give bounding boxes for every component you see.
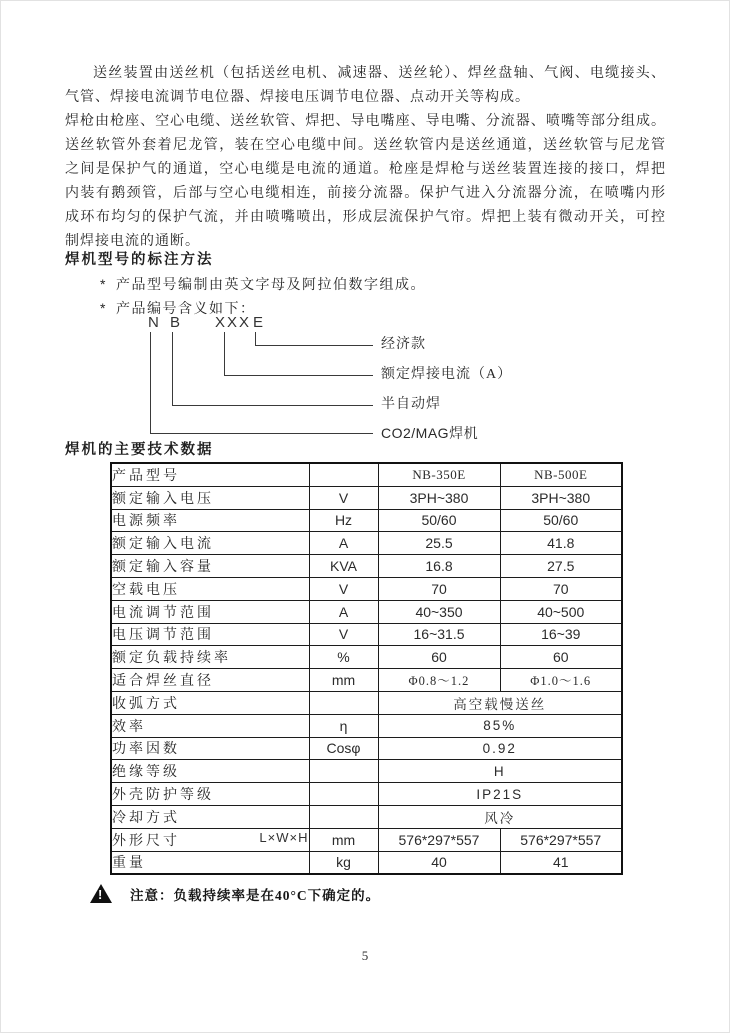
spec-value-cell: 40~350 (378, 600, 500, 623)
spec-unit-cell (309, 783, 378, 806)
spec-param-label: 功率因数 (111, 737, 309, 760)
spec-table-row (111, 805, 622, 828)
warning-triangle-icon (90, 884, 112, 903)
spec-value-cell: 60 (500, 646, 622, 669)
spec-unit-cell: V (309, 486, 378, 509)
spec-value-cell: 576*297*557 (500, 828, 622, 851)
spec-table (110, 462, 623, 875)
text-line: 气管、焊接电流调节电位器、焊接电压调节电位器、点动开关等构成。 (65, 90, 530, 105)
diagram-line-xxx (224, 332, 225, 375)
spec-value-cell: 60 (378, 646, 500, 669)
spec-param-label: 收弧方式 (111, 691, 309, 714)
spec-table-row (111, 669, 622, 692)
spec-unit-cell: mm (309, 669, 378, 692)
diagram-line-b (172, 332, 173, 405)
spec-table-row (111, 783, 622, 806)
spec-value-cell: 70 (378, 577, 500, 600)
text-line: 之间是保护气的通道，空心电缆是电流的通道。枪座是焊枪与送丝装置连接的接口，焊把 (65, 162, 666, 177)
code-letter-xxx: XXX (215, 314, 252, 331)
spec-value-cell: 16~39 (500, 623, 622, 646)
spec-param-label: 产品型号 (111, 463, 309, 486)
spec-value-cell: 70 (500, 577, 622, 600)
model-code-diagram (65, 314, 666, 459)
spec-table-row (111, 760, 622, 783)
code-letter-e: E (253, 314, 266, 331)
bullet-marker: * (100, 300, 107, 316)
code-letter-n: N (148, 314, 161, 331)
spec-value-cell: 16.8 (378, 555, 500, 578)
spec-param-label: 额定输入电压 (111, 486, 309, 509)
spec-value-cell: 576*297*557 (378, 828, 500, 851)
spec-param-label: 冷却方式 (111, 805, 309, 828)
spec-value-cell: 50/60 (378, 509, 500, 532)
spec-value-cell: 3PH~380 (500, 486, 622, 509)
spec-unit-cell: A (309, 532, 378, 555)
spec-merged-value-cell: 风冷 (378, 805, 622, 828)
spec-table-row (111, 555, 622, 578)
spec-unit-cell (309, 760, 378, 783)
diagram-line-e (255, 332, 256, 345)
spec-table-row (111, 463, 622, 486)
spec-unit-cell (309, 805, 378, 828)
spec-value-cell: 16~31.5 (378, 623, 500, 646)
spec-table-row (111, 532, 622, 555)
diagram-lead-xxx (224, 375, 373, 376)
spec-value-cell: 25.5 (378, 532, 500, 555)
spec-table-row (111, 600, 622, 623)
spec-table-row (111, 851, 622, 874)
bullet-text: 产品编号含义如下： (116, 302, 256, 317)
spec-table-row (111, 828, 622, 851)
text-line: 焊枪由枪座、空心电缆、送丝软管、焊把、导电嘴座、导电嘴、分流器、喷嘴等部分组成。 (65, 114, 666, 129)
label-co2-mag-welder: CO2/MAG焊机 (381, 425, 479, 441)
spec-table-row (111, 509, 622, 532)
bullet-text: 产品型号编制由英文字母及阿拉伯数字组成。 (116, 278, 426, 293)
spec-unit-cell (309, 463, 378, 486)
spec-merged-value-cell: H (378, 760, 622, 783)
spec-param-label: 电流调节范围 (111, 600, 309, 623)
spec-table-row (111, 486, 622, 509)
page-number: 5 (361, 948, 369, 963)
spec-model-name-cell: NB-500E (500, 463, 622, 486)
spec-param-label: 外形尺寸 L×W×H (111, 828, 309, 851)
intro-paragraph-1 (65, 62, 666, 110)
spec-table-row (111, 623, 622, 646)
intro-paragraph-2 (65, 110, 666, 254)
diagram-lead-b (172, 405, 373, 406)
spec-value-cell: 41.8 (500, 532, 622, 555)
label-economy-model: 经济款 (381, 337, 426, 352)
spec-merged-value-cell: IP21S (378, 783, 622, 806)
spec-value-cell: Φ1.0～1.6 (500, 669, 622, 692)
spec-table-row (111, 577, 622, 600)
spec-param-label: 电压调节范围 (111, 623, 309, 646)
text-line: 成环布均匀的保护气流，并由喷嘴喷出，形成层流保护气帘。焊把上装有微动开关，可控 (65, 210, 666, 225)
label-rated-current: 额定焊接电流（A） (381, 367, 513, 382)
diagram-line-n (150, 332, 151, 433)
spec-merged-value-cell: 85% (378, 714, 622, 737)
text-line: 送丝软管外套着尼龙管，装在空心电缆中间。送丝软管内是送丝通道，送丝软管与尼龙管 (65, 138, 666, 153)
spec-value-cell: 3PH~380 (378, 486, 500, 509)
spec-unit-cell: Cosφ (309, 737, 378, 760)
spec-unit-cell: kg (309, 851, 378, 874)
text-line: 送丝装置由送丝机（包括送丝电机、减速器、送丝轮）、焊丝盘轴、气阀、电缆接头、 (93, 66, 666, 81)
spec-unit-cell: A (309, 600, 378, 623)
spec-param-label: 额定输入容量 (111, 555, 309, 578)
spec-model-name-cell: NB-350E (378, 463, 500, 486)
spec-unit-cell: η (309, 714, 378, 737)
spec-param-label: 额定负载持续率 (111, 646, 309, 669)
spec-merged-value-cell: 高空载慢送丝 (378, 691, 622, 714)
spec-value-cell: 40 (378, 851, 500, 874)
bullet-marker: * (100, 276, 107, 292)
spec-unit-cell: V (309, 623, 378, 646)
spec-value-cell: 41 (500, 851, 622, 874)
spec-param-label: 效率 (111, 714, 309, 737)
label-semi-automatic: 半自动焊 (381, 397, 441, 412)
spec-param-label: 额定输入电流 (111, 532, 309, 555)
spec-unit-cell (309, 691, 378, 714)
spec-unit-cell: KVA (309, 555, 378, 578)
spec-value-cell: 50/60 (500, 509, 622, 532)
spec-param-label: 绝缘等级 (111, 760, 309, 783)
text-line: 内装有鹅颈管，后部与空心电缆相连，前接分流器。保护气进入分流器分流，在喷嘴内形 (65, 186, 666, 201)
spec-param-label: 适合焊丝直径 (111, 669, 309, 692)
spec-param-label: 电源频率 (111, 509, 309, 532)
caution-note-text: 注意：负载持续率是在40°C下确定的。 (130, 888, 381, 903)
spec-unit-cell: V (309, 577, 378, 600)
model-marking-bullets (65, 272, 666, 320)
spec-unit-cell: Hz (309, 509, 378, 532)
spec-param-label: 外壳防护等级 (111, 783, 309, 806)
spec-table-row (111, 714, 622, 737)
spec-value-cell: Φ0.8～1.2 (378, 669, 500, 692)
spec-table-body (111, 463, 622, 874)
spec-param-label: 空载电压 (111, 577, 309, 600)
tech-data-heading: 焊机的主要技术数据 (65, 442, 214, 458)
code-letter-b: B (170, 314, 183, 331)
diagram-lead-n (150, 433, 373, 434)
bullet-item (65, 272, 666, 296)
spec-param-label: 重量 (111, 851, 309, 874)
spec-value-cell: 40~500 (500, 600, 622, 623)
spec-table-row (111, 737, 622, 760)
spec-unit-cell: mm (309, 828, 378, 851)
spec-unit-cell: % (309, 646, 378, 669)
spec-value-cell: 27.5 (500, 555, 622, 578)
text-line: 制焊接电流的通断。 (65, 234, 200, 249)
spec-table-row (111, 691, 622, 714)
spec-table-row (111, 646, 622, 669)
spec-merged-value-cell: 0.92 (378, 737, 622, 760)
diagram-lead-e (255, 345, 373, 346)
model-marking-heading: 焊机型号的标注方法 (65, 252, 214, 268)
